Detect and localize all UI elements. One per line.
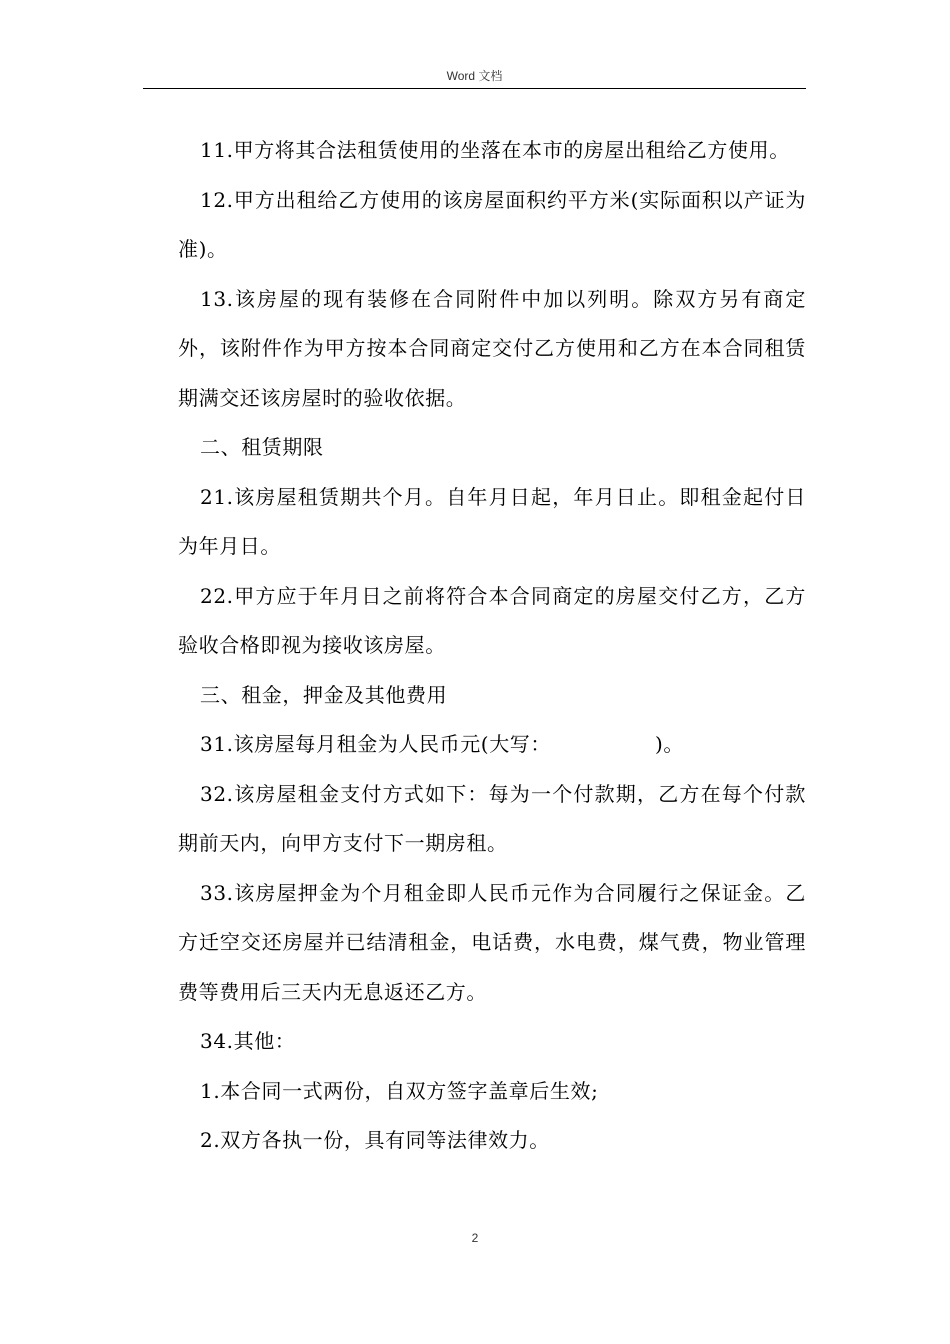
clause-1-2: 12.甲方出租给乙方使用的该房屋面积约平方米(实际面积以产证为准)。 (178, 187, 806, 261)
other-item-2: 2.双方各执一份，具有同等法律效力。 (200, 1128, 550, 1152)
clause-3-4: 34.其他： (200, 1029, 296, 1053)
clause-3-1 (178, 720, 806, 770)
clause-3-2: 32.该房屋租金支付方式如下：每为一个付款期，乙方在每个付款期前天内，向甲方支付下一期房租。 (178, 781, 806, 855)
other-item-1: 1.本合同一式两份，自双方签字盖章后生效; (200, 1078, 599, 1103)
clause-3-3: 33.该房屋押金为个月租金即人民币元作为合同履行之保证金。乙方迁空交还房屋并已结清租金，电话费，水电费，煤气费，物业管理费等费用后三天内无息返还乙方。 (178, 880, 806, 1004)
clause-2-1: 21.该房屋租赁期共个月。自年月日起，年月日止。即租金起付日为年月日。 (178, 484, 806, 558)
clause-3-1-end: )。 (655, 732, 685, 756)
document-body (178, 126, 806, 1166)
page-number: 2 (471, 1231, 479, 1245)
clause-2-2: 22.甲方应于年月日之前将符合本合同商定的房屋交付乙方，乙方验收合格即视为接收该房屋。 (178, 583, 806, 657)
clause-1-1: 11.甲方将其合法租赁使用的坐落在本市的房屋出租给乙方使用。 (200, 138, 790, 162)
clause-3-1-text: 31.该房屋每月租金为人民币元(大写： (200, 732, 552, 756)
section-heading-lease-term: 二、租赁期限 (200, 435, 324, 459)
clause-1-3: 13.该房屋的现有装修在合同附件中加以列明。除双方另有商定外，该附件作为甲方按本合同商定交付乙方使用和乙方在本合同租赁期满交还该房屋时的验收依据。 (178, 286, 806, 410)
header-title: Word 文档 (446, 69, 503, 83)
page-header (143, 62, 806, 89)
section-heading-rent-deposit: 三、租金，押金及其他费用 (200, 682, 448, 707)
